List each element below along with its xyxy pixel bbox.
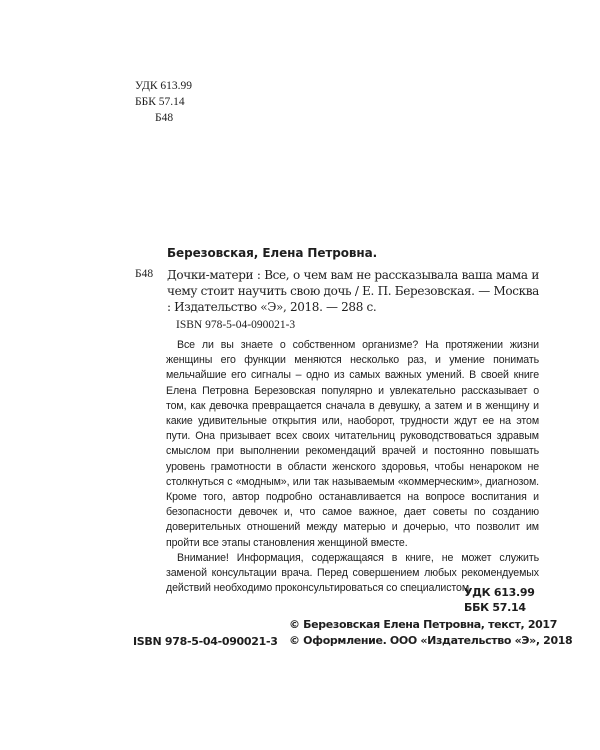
- isbn-footer: ISBN 978-5-04-090021-3: [133, 635, 278, 648]
- classification-block-top: [135, 78, 192, 126]
- udk-code: УДК 613.99: [135, 80, 192, 92]
- author-sign-code: Б48: [155, 112, 174, 124]
- author-sign-code-margin: Б48: [135, 268, 154, 280]
- bibliographic-citation: Дочки-матери : Все, о чем вам не рассказывала ваша мама и чему стоит научить свою дочь / Е. П. Березовская. — Москва : Издательство «Э», 2018. — 288 с.: [167, 268, 539, 314]
- udk-code-bottom: УДК 613.99: [464, 586, 535, 599]
- annotation-block: [166, 338, 539, 596]
- bbk-code: ББК 57.14: [135, 96, 185, 108]
- copyright-text: © Березовская Елена Петровна, текст, 2017: [289, 618, 558, 631]
- copyright-design: © Оформление. ООО «Издательство «Э», 2018: [289, 634, 573, 647]
- bbk-code-bottom: ББК 57.14: [464, 601, 526, 614]
- copyright-block: [289, 617, 572, 649]
- classification-block-bottom: [464, 585, 535, 615]
- author-heading: Березовская, Елена Петровна.: [167, 246, 378, 260]
- annotation-paragraph: Все ли вы знаете о собственном организме? На протяжении жизни женщины его функции меняются несколько раз, и умение понимать мельчайшие его сигналы – одно из самых важных умений. В своей книге Елена Петровна Березовская популярно и увлекательно рассказывает о том, как девочка превращается сначала в девушку, а затем и в женщину и какие удивительные открытия или, наоборот, трудности ждут ее на этом пути. Она призывает всех своих читательниц руководствоваться здравым смыслом при выполнении рекомендаций врачей и постоянно повышать уровень грамотности в области женского здоровья, чтобы ненароком не столкнуться с «модным», или так называемым «коммерческим», диагнозом. Кроме того, автор подробно останавливается на вопросе воспитания и безопасности девочек и, что самое важное, дает советы по созданию доверительных отношений между матерью и дочерью, что позволит им пройти все этапы становления женщиной вместе.: [166, 339, 539, 549]
- isbn-record: ISBN 978-5-04-090021-3: [176, 319, 296, 331]
- annotation-warning: Внимание! Информация, содержащаяся в книге, не может служить заменой консультации врача. Перед совершением любых рекомендуемых действий необходимо проконсультироваться со специалистом.: [166, 551, 539, 595]
